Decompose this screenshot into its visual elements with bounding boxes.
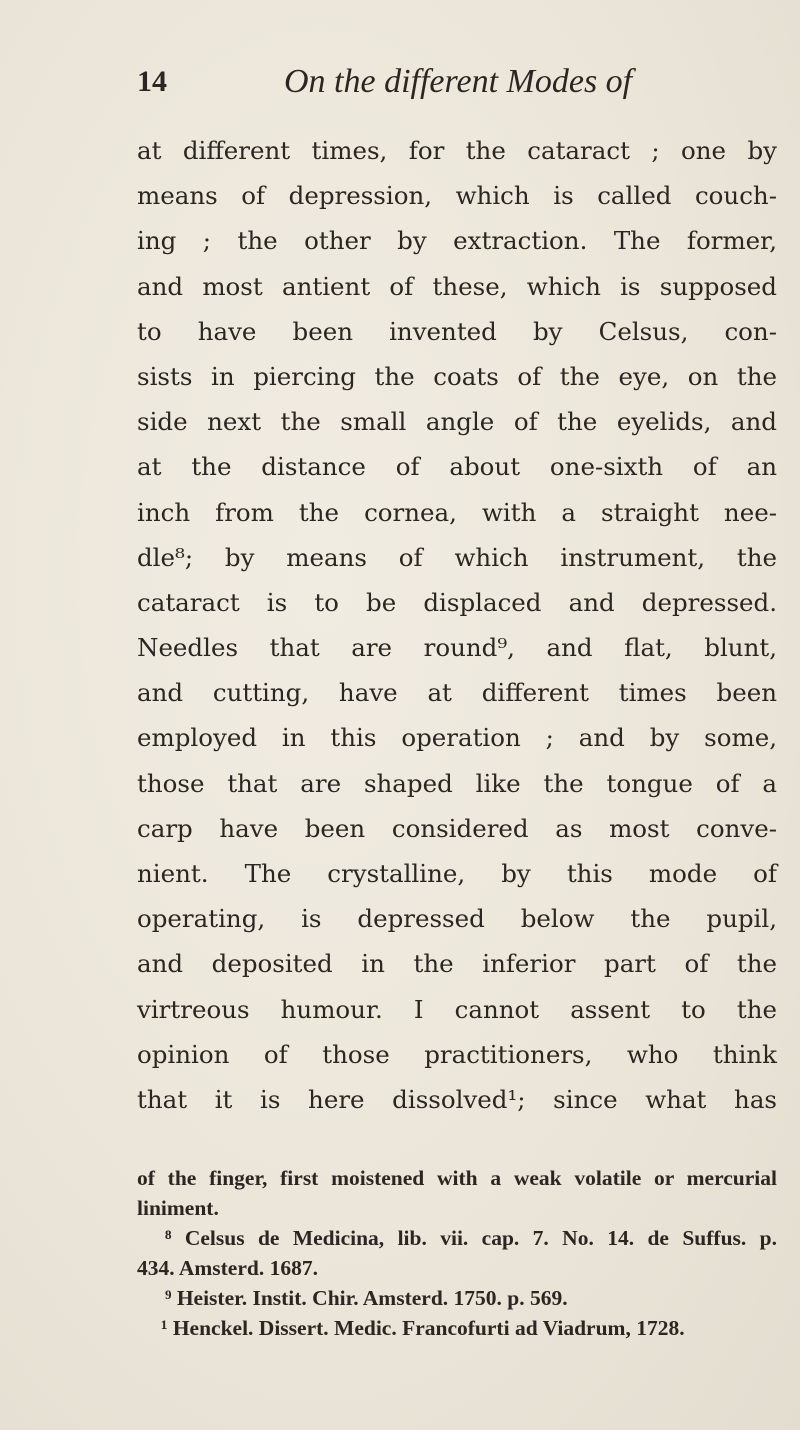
body-text <box>137 128 777 1122</box>
body-line: those that are shaped like the tongue of a <box>137 768 777 798</box>
body-line: cataract is to be displaced and depressed. <box>137 587 777 617</box>
footnote-line: ¹ Henckel. Dissert. Medic. Francofurti ad Viadrum, 1728. <box>161 1316 685 1340</box>
body-line: employed in this operation ; and by some, <box>137 723 777 753</box>
body-line: inch from the cornea, with a straight nee- <box>137 497 777 527</box>
footnote-line: liniment. <box>137 1196 219 1220</box>
body-line: virtreous humour. I cannot assent to the <box>137 994 777 1024</box>
body-line: ing ; the other by extraction. The former, <box>137 226 777 256</box>
body-line: at the distance of about one-sixth of an <box>137 452 777 482</box>
body-line: and deposited in the inferior part of the <box>137 949 777 979</box>
footnote-line: of the finger, first moistened with a weak volatile or mercurial <box>137 1166 777 1190</box>
footnote-line: ⁸ Celsus de Medicina, lib. vii. cap. 7. No. 14. de Suffus. p. <box>165 1226 777 1250</box>
footnote-line: 434. Amsterd. 1687. <box>137 1256 318 1280</box>
body-line: side next the small angle of the eyelids, and <box>137 407 777 437</box>
running-head-title: On the different Modes of <box>284 63 633 100</box>
body-line: and most antient of these, which is supposed <box>137 271 777 301</box>
body-line: nient. The crystalline, by this mode of <box>137 859 777 888</box>
running-head <box>137 62 777 102</box>
body-line: operating, is depressed below the pupil, <box>137 904 777 934</box>
body-line: dle⁸; by means of which instrument, the <box>137 542 777 572</box>
body-line: sists in piercing the coats of the eye, on the <box>137 361 777 391</box>
page-number: 14 <box>137 65 167 98</box>
footnotes <box>137 1163 777 1343</box>
body-line: that it is here dissolved¹; since what has <box>137 1084 777 1114</box>
body-line: Needles that are round⁹, and flat, blunt, <box>137 633 777 663</box>
footnote-line: ⁹ Heister. Instit. Chir. Amsterd. 1750. p. 569. <box>165 1286 568 1310</box>
body-line: to have been invented by Celsus, con- <box>137 316 777 346</box>
body-line: at different times, for the cataract ; one by <box>137 136 777 165</box>
body-line: opinion of those practitioners, who think <box>137 1039 777 1069</box>
body-line: means of depression, which is called couch- <box>137 181 777 211</box>
body-line: and cutting, have at different times been <box>137 678 777 708</box>
body-line: carp have been considered as most conve- <box>137 813 777 843</box>
